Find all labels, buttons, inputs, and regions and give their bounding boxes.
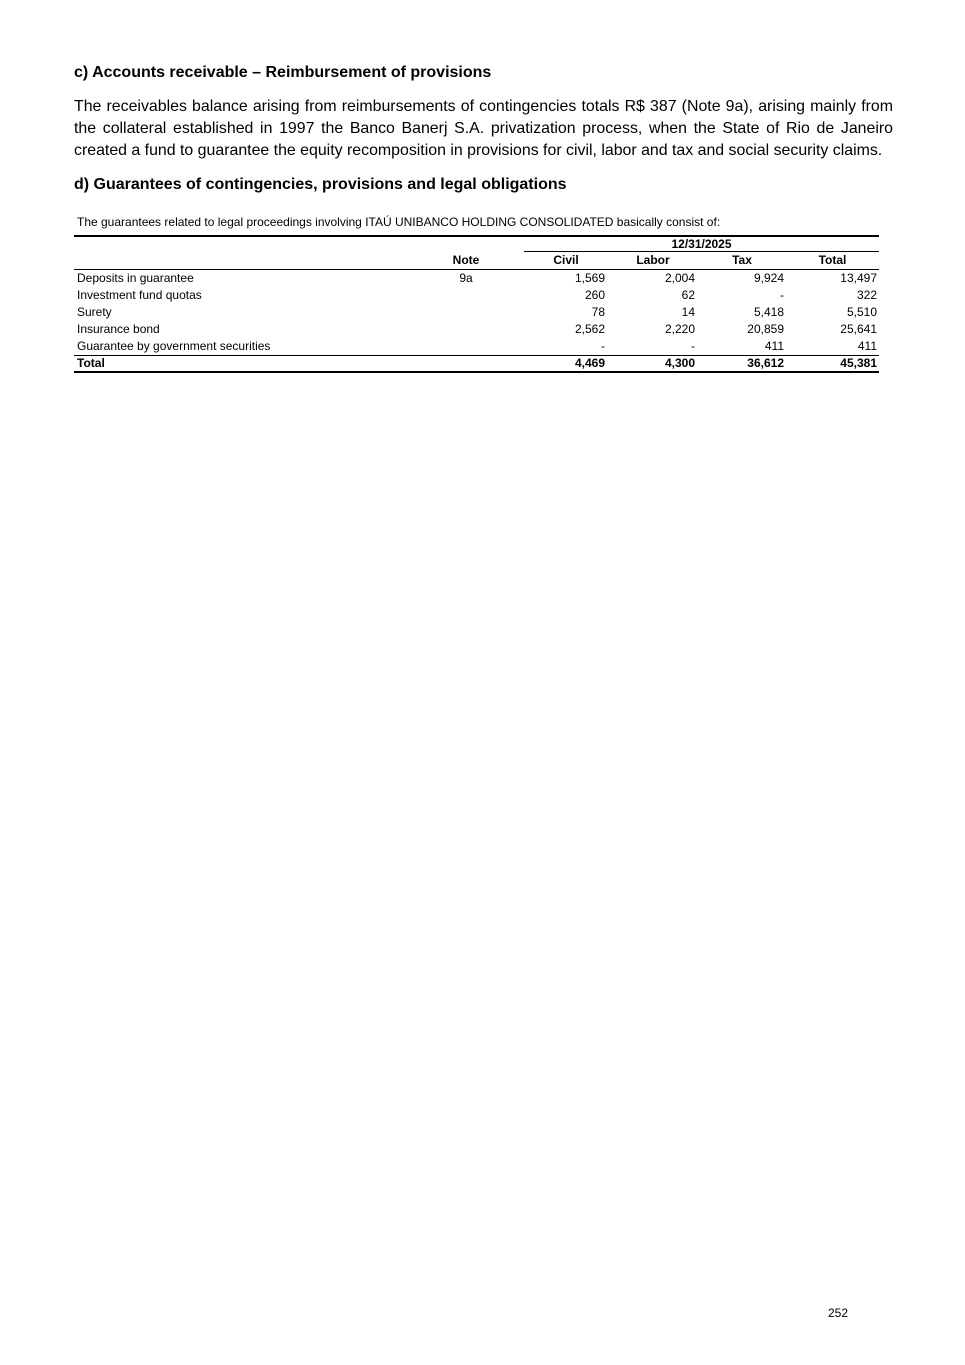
row-total: 322 [856, 288, 877, 302]
period-label: 12/31/2025 [524, 237, 879, 252]
row-tax: 5,418 [753, 305, 784, 319]
row-civil: 260 [584, 288, 605, 302]
row-spacer [502, 270, 524, 287]
row-spacer [502, 338, 524, 355]
column-header-row [74, 252, 879, 270]
row-total: 5,510 [846, 305, 877, 319]
guarantees-table [74, 235, 879, 373]
row-total: 411 [857, 339, 877, 353]
total-civil: 4,469 [574, 356, 605, 370]
row-labor: 62 [681, 288, 695, 302]
total-spacer [502, 356, 524, 371]
header-tax: Tax [732, 253, 752, 267]
total-labor: 4,300 [664, 356, 695, 370]
header-label-cell [74, 252, 430, 269]
row-tax: - [780, 288, 784, 302]
row-civil: - [601, 339, 605, 353]
table-total-row [74, 355, 879, 373]
table-row [74, 287, 879, 304]
row-label: Investment fund quotas [77, 288, 202, 302]
row-label: Surety [77, 305, 112, 319]
table-intro-text: The guarantees related to legal proceedings involving ITAÚ UNIBANCO HOLDING CONSOLIDATED basically consist of: [77, 215, 721, 229]
row-note [430, 287, 502, 304]
section-c-heading: c) Accounts receivable – Reimbursement of provisions [74, 64, 492, 81]
row-labor: 2,220 [664, 322, 695, 336]
row-civil: 78 [591, 305, 605, 319]
header-note: Note [452, 253, 480, 267]
total-label: Total [77, 356, 105, 370]
row-note [430, 338, 502, 355]
row-civil: 2,562 [574, 322, 605, 336]
header-spacer [502, 252, 524, 269]
header-total: Total [818, 253, 847, 267]
table-row [74, 304, 879, 321]
section-c-paragraph: The receivables balance arising from reimbursements of contingencies totals R$ 387 (Note 9a), arising mainly from the collateral established in 1997 the Banco Banerj S.A. privatization process, when the State of Rio de Janeiro created a fund to guarantee the equity recomposition in provisions for civil, labor and tax and social security claims. [74, 98, 893, 159]
row-civil: 1,569 [574, 271, 605, 285]
row-label: Guarantee by government securities [77, 339, 271, 353]
row-tax: 9,924 [753, 271, 784, 285]
row-note: 9a [459, 271, 473, 285]
row-label: Insurance bond [77, 322, 160, 336]
row-total: 13,497 [840, 271, 877, 285]
row-tax: 411 [764, 339, 784, 353]
row-note [430, 304, 502, 321]
row-label: Deposits in guarantee [77, 271, 194, 285]
row-labor: 2,004 [664, 271, 695, 285]
period-header-row [74, 237, 879, 252]
row-labor: 14 [681, 305, 695, 319]
header-labor: Labor [636, 253, 670, 267]
total-note [430, 356, 502, 371]
row-labor: - [691, 339, 695, 353]
total-tax: 36,612 [747, 356, 784, 370]
page-number: 252 [827, 1306, 848, 1320]
table-row [74, 338, 879, 355]
total-total: 45,381 [840, 356, 877, 370]
row-spacer [502, 304, 524, 321]
table-row [74, 321, 879, 338]
row-total: 25,641 [840, 322, 877, 336]
table-row [74, 270, 879, 287]
row-tax: 20,859 [747, 322, 784, 336]
header-civil: Civil [553, 253, 579, 267]
section-d-heading: d) Guarantees of contingencies, provisions and legal obligations [74, 176, 567, 193]
row-note [430, 321, 502, 338]
row-spacer [502, 287, 524, 304]
row-spacer [502, 321, 524, 338]
